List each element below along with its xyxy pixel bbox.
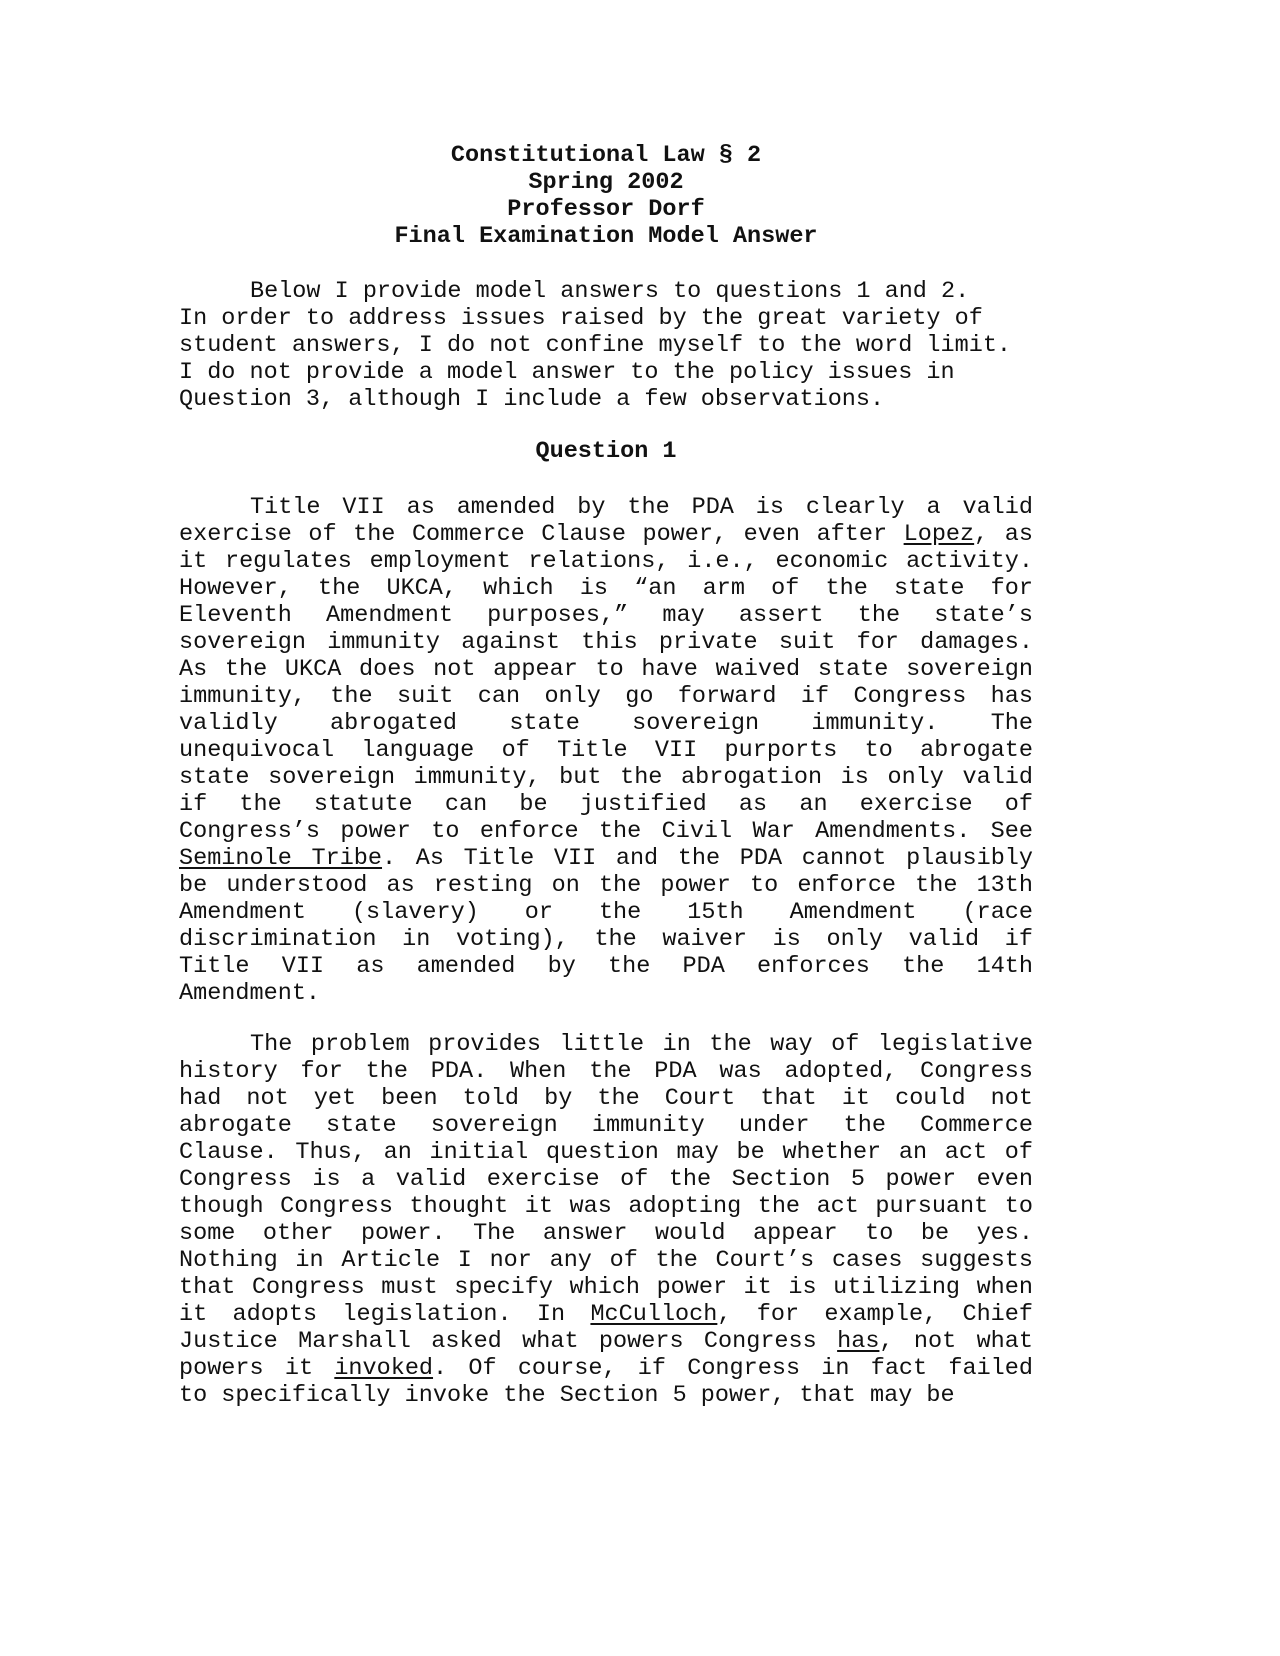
text-segment: , not what [879, 1328, 1033, 1355]
text-line [179, 305, 1033, 332]
case-citation: has [837, 1328, 880, 1355]
case-citation: Seminole Tribe [179, 845, 383, 872]
text-segment: though Congress thought it was adopting the act pursuant to [179, 1193, 1033, 1220]
text-line [179, 791, 1033, 818]
professor: Professor Dorf [507, 196, 705, 223]
text-segment: that Congress must specify which power it is utilizing when [179, 1274, 1033, 1301]
text-segment: Below I provide model answers to questions 1 and 2. [250, 278, 970, 305]
text-segment: I do not provide a model answer to the policy issues in [179, 359, 955, 386]
text-segment: Eleventh Amendment purposes,” may assert the state’s [179, 602, 1033, 629]
case-citation: invoked [334, 1355, 434, 1382]
text-segment: it regulates employment relations, i.e., economic activity. [179, 548, 1033, 575]
question-heading: Question 1 [535, 438, 677, 465]
text-segment: The problem provides little in the way of legislative [250, 1031, 1033, 1058]
text-segment: validly abrogated state sovereign immunity. The [179, 710, 1033, 737]
text-segment: powers it [179, 1355, 335, 1382]
text-segment: sovereign immunity against this private suit for damages. [179, 629, 1033, 656]
text-line [179, 764, 1033, 791]
text-segment: , as [974, 521, 1033, 548]
text-line [179, 1193, 1033, 1220]
text-segment: unequivocal language of Title VII purports to abrogate [179, 737, 1033, 764]
text-segment: Amendment. [179, 980, 321, 1007]
text-line [179, 575, 1033, 602]
text-segment: discrimination in voting), the waiver is only valid if [179, 926, 1033, 953]
text-line [179, 926, 1033, 953]
text-line [179, 521, 1033, 548]
intro-paragraph [179, 278, 1033, 413]
text-line [179, 602, 1033, 629]
text-line [179, 1085, 1033, 1112]
text-segment: Nothing in Article I nor any of the Court’s cases suggests [179, 1247, 1033, 1274]
text-line [179, 737, 1033, 764]
text-line [179, 1301, 1033, 1328]
text-line [179, 1220, 1033, 1247]
text-line [179, 818, 1033, 845]
text-line [179, 629, 1033, 656]
text-line [179, 953, 1033, 980]
text-line [179, 386, 1033, 413]
document-title: Final Examination Model Answer [394, 223, 818, 250]
text-segment: As the UKCA does not appear to have waived state sovereign [179, 656, 1033, 683]
text-segment: be understood as resting on the power to enforce the 13th [179, 872, 1033, 899]
text-segment: In order to address issues raised by the great variety of [179, 305, 983, 332]
text-line [179, 359, 1033, 386]
question1-paragraph-1 [179, 494, 1033, 1007]
text-line [179, 899, 1033, 926]
text-line [179, 872, 1033, 899]
text-line [179, 1031, 1033, 1058]
text-segment: Congress’s power to enforce the Civil War Amendments. See [179, 818, 1033, 845]
text-line [179, 683, 1033, 710]
text-segment: Title VII as amended by the PDA is clearly a valid [250, 494, 1033, 521]
text-segment: Question 3, although I include a few observations. [179, 386, 885, 413]
text-segment: abrogate state sovereign immunity under the Commerce [179, 1112, 1033, 1139]
text-line [179, 1382, 1033, 1409]
text-line [179, 1274, 1033, 1301]
text-segment: Amendment (slavery) or the 15th Amendment (race [179, 899, 1033, 926]
case-citation: McCulloch [590, 1301, 718, 1328]
text-segment: had not yet been told by the Court that it could not [179, 1085, 1033, 1112]
text-line [179, 494, 1033, 521]
text-segment: history for the PDA. When the PDA was adopted, Congress [179, 1058, 1033, 1085]
text-segment: , for example, Chief [717, 1301, 1033, 1328]
text-line [179, 1112, 1033, 1139]
text-line [179, 548, 1033, 575]
text-line [179, 1166, 1033, 1193]
text-line [179, 1247, 1033, 1274]
term: Spring 2002 [528, 169, 684, 196]
text-segment: Title VII as amended by the PDA enforces the 14th [179, 953, 1033, 980]
text-segment: However, the UKCA, which is “an arm of the state for [179, 575, 1033, 602]
text-line [179, 1328, 1033, 1355]
text-line [179, 278, 1033, 305]
text-line [179, 1058, 1033, 1085]
text-segment: some other power. The answer would appear to be yes. [179, 1220, 1033, 1247]
text-segment: it adopts legislation. In [179, 1301, 591, 1328]
text-line [179, 1139, 1033, 1166]
text-line [179, 332, 1033, 359]
text-segment: exercise of the Commerce Clause power, even after [179, 521, 904, 548]
text-segment: Justice Marshall asked what powers Congress [179, 1328, 838, 1355]
text-line [179, 656, 1033, 683]
course-title: Constitutional Law § 2 [450, 142, 762, 169]
text-segment: Clause. Thus, an initial question may be whether an act of [179, 1139, 1033, 1166]
text-segment: if the statute can be justified as an exercise of [179, 791, 1033, 818]
text-line [179, 710, 1033, 737]
case-citation: Lopez [903, 521, 975, 548]
text-segment: state sovereign immunity, but the abrogation is only valid [179, 764, 1033, 791]
text-line [179, 845, 1033, 872]
text-segment: Congress is a valid exercise of the Section 5 power even [179, 1166, 1033, 1193]
text-segment: . Of course, if Congress in fact failed [433, 1355, 1033, 1382]
text-segment: student answers, I do not confine myself to the word limit. [179, 332, 1012, 359]
question1-paragraph-2 [179, 1031, 1033, 1409]
text-segment: immunity, the suit can only go forward if Congress has [179, 683, 1033, 710]
text-segment: . As Title VII and the PDA cannot plausibly [382, 845, 1033, 872]
text-line [179, 1355, 1033, 1382]
text-segment: to specifically invoke the Section 5 power, that may be [179, 1382, 955, 1409]
text-line [179, 980, 1033, 1007]
